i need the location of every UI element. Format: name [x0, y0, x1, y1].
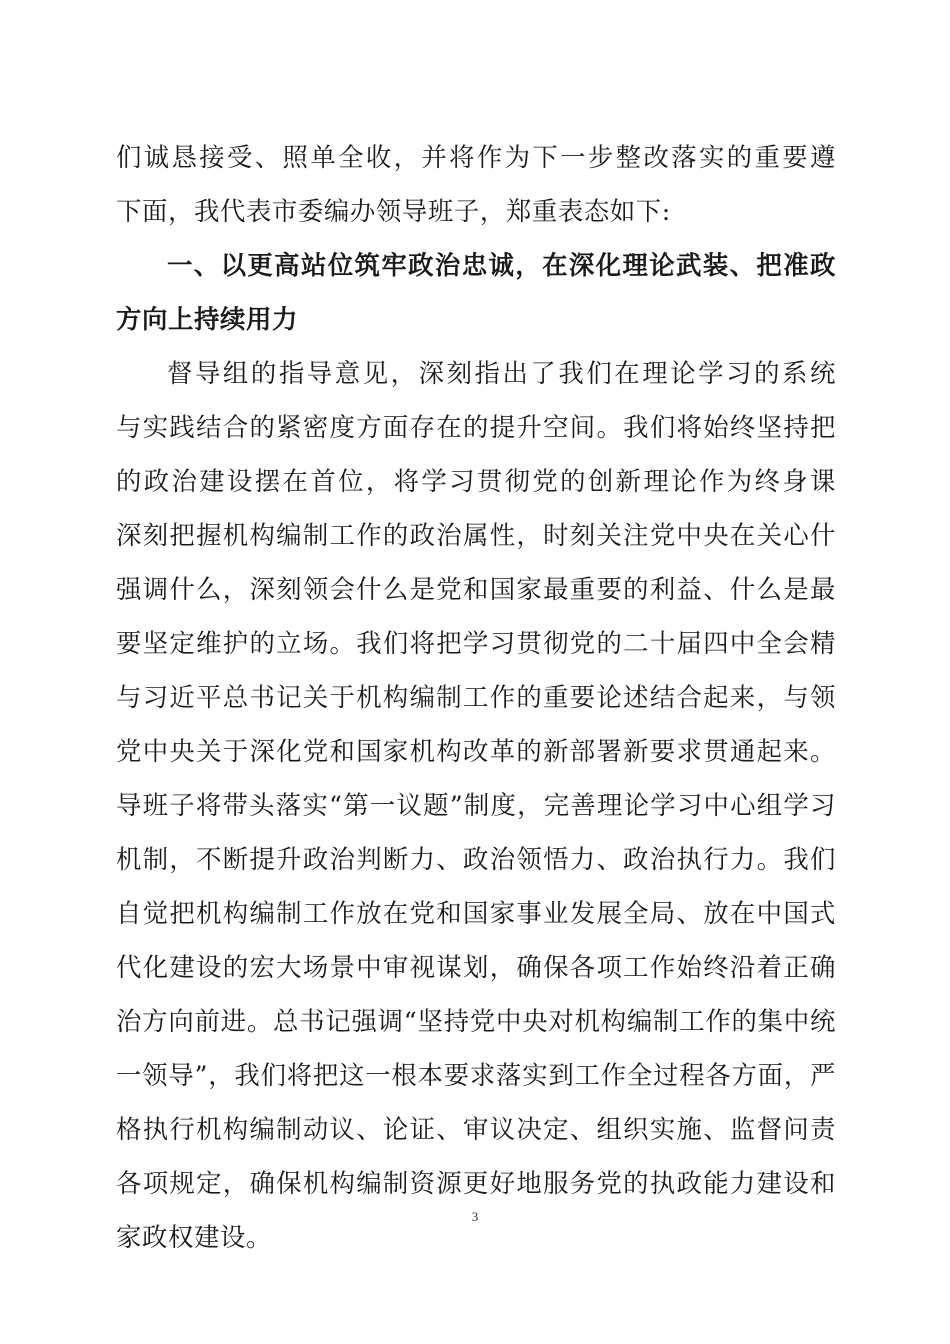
- paragraph-line: 深刻把握机构编制工作的政治属性，时刻关注党中央在关心什: [116, 520, 836, 550]
- paragraph-line: 党中央关于深化党和国家机构改革的新部署新要求贯通起来。: [116, 736, 836, 766]
- paragraph-line: 一领导”，我们将把这一根本要求落实到工作全过程各方面，严: [116, 1060, 836, 1090]
- paragraph-line: 各项规定，确保机构编制资源更好地服务党的执政能力建设和: [116, 1168, 836, 1198]
- paragraph-line: 强调什么，深刻领会什么是党和国家最重要的利益、什么是最: [116, 574, 836, 604]
- paragraph-line: 们诚恳接受、照单全收，并将作为下一步整改落实的重要遵: [116, 142, 836, 172]
- paragraph-line: 导班子将带头落实“第一议题”制度，完善理论学习中心组学习: [116, 790, 836, 820]
- section-heading-line: 方向上持续用力: [116, 304, 298, 334]
- paragraph-line: 下面，我代表市委编办领导班子，郑重表态如下:: [116, 196, 671, 226]
- paragraph-line: 督导组的指导意见，深刻指出了我们在理论学习的系统: [167, 358, 836, 388]
- paragraph-line: 治方向前进。总书记强调“坚持党中央对机构编制工作的集中统: [116, 1006, 836, 1036]
- section-heading-line: 一、以更高站位筑牢政治忠诚，在深化理论武装、把准政: [167, 250, 836, 280]
- paragraph-line: 家政权建设。: [116, 1222, 272, 1252]
- paragraph-line: 机制，不断提升政治判断力、政治领悟力、政治执行力。我们: [116, 844, 836, 874]
- paragraph-line: 代化建设的宏大场景中审视谋划，确保各项工作始终沿着正确: [116, 952, 836, 982]
- paragraph-line: 的政治建设摆在首位，将学习贯彻党的创新理论作为终身课: [116, 466, 836, 496]
- paragraph-line: 格执行机构编制动议、论证、审议决定、组织实施、监督问责: [116, 1114, 836, 1144]
- paragraph-line: 自觉把机构编制工作放在党和国家事业发展全局、放在中国式: [116, 898, 836, 928]
- page-number: 3: [471, 1209, 479, 1224]
- paragraph-line: 要坚定维护的立场。我们将把学习贯彻党的二十届四中全会精: [116, 628, 836, 658]
- paragraph-line: 与实践结合的紧密度方面存在的提升空间。我们将始终坚持把: [116, 412, 836, 442]
- paragraph-line: 与习近平总书记关于机构编制工作的重要论述结合起来，与领: [116, 682, 836, 712]
